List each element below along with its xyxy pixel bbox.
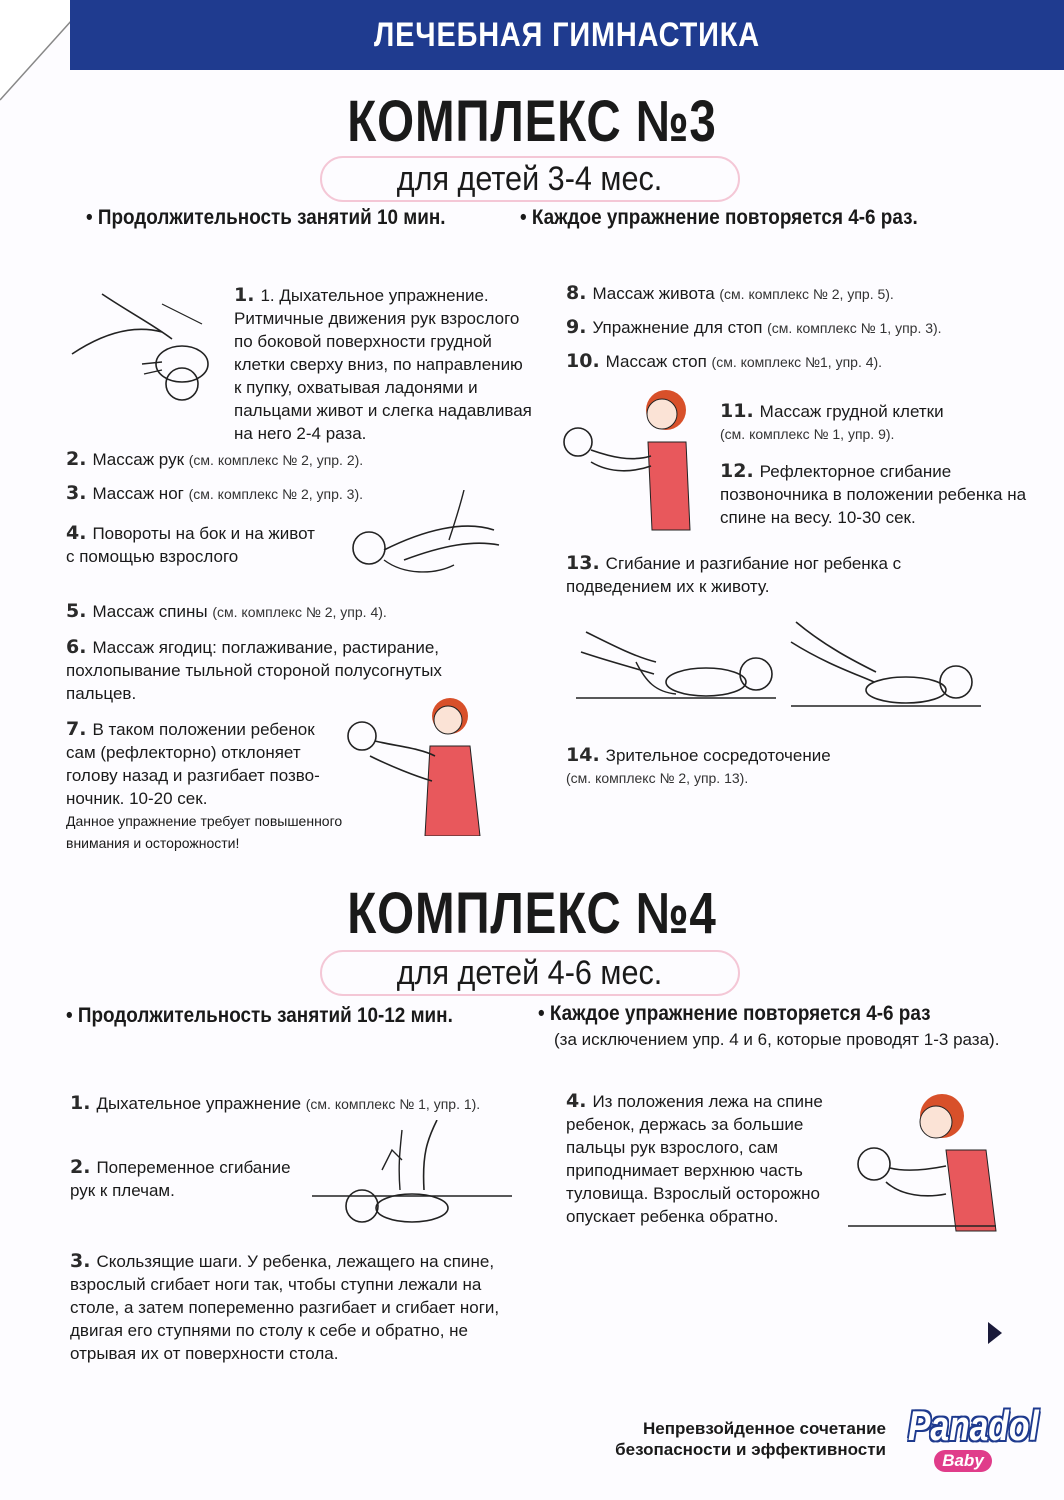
footer-line2: безопасности и эффективности xyxy=(615,1440,886,1459)
complex3-duration: • Продолжительность занятий 10 мин. xyxy=(86,206,446,229)
illustration-ex4 xyxy=(344,490,504,590)
c3-ex3-text: Массаж ног xyxy=(92,484,184,503)
footer-slogan xyxy=(600,1418,886,1460)
c3-ex12 xyxy=(720,460,1040,529)
c4-ex4-text: Из положения лежа на спине ребенок, держась за большие пальцы рук взрослого, сам приподнимает верхнюю часть туловища. Взрослый осторожно опускает ребенка обратно. xyxy=(566,1092,823,1226)
c3-ex2-ref: (см. комплекс № 2, упр. 2). xyxy=(188,452,364,468)
c3-ex8-num: 8. xyxy=(566,282,587,304)
c3-ex11-num: 11. xyxy=(720,400,754,422)
c3-ex3-ref: (см. комплекс № 2, упр. 3). xyxy=(188,486,364,502)
c3-ex12-text: Рефлекторное сгибание позвоночника в положении ребенка на спине на весу. 10-30 сек. xyxy=(720,462,1027,527)
c3-ex4 xyxy=(66,522,326,568)
c3-ex10-ref: (см. комплекс №1, упр. 4). xyxy=(711,354,883,370)
c3-ex6-text: Массаж ягодиц: поглаживание, растирание, похлопывание тыльной стороной полусогнутых пальцев. xyxy=(66,638,442,703)
complex3-repeat: • Каждое упражнение повторяется 4-6 раз. xyxy=(520,206,918,229)
complex4-repeat-note: (за исключением упр. 4 и 6, которые проводят 1-3 раза). xyxy=(554,1030,1000,1049)
c4-ex1 xyxy=(70,1092,550,1116)
c3-ex2-num: 2. xyxy=(66,448,87,470)
c3-ex8-ref: (см. комплекс № 2, упр. 5). xyxy=(719,286,894,302)
c4-ex2-num: 2. xyxy=(70,1156,91,1178)
c3-ex7-text: В таком положении ребенок сам (рефлекторно) отклоняет голову назад и разгибает позвоночник. 10-20 сек. xyxy=(66,720,320,808)
c4-ex3 xyxy=(70,1250,530,1365)
complex4-title: КОМПЛЕКС №4 xyxy=(347,881,717,946)
c3-ex13 xyxy=(566,552,966,598)
c3-ex11-text: Массаж грудной клетки xyxy=(759,402,944,421)
complex4-duration: • Продолжительность занятий 10-12 мин. xyxy=(66,1004,453,1027)
complex4-repeat: • Каждое упражнение повторяется 4-6 раз xyxy=(538,1002,931,1025)
c3-ex8 xyxy=(566,282,1046,306)
c3-ex11-ref: (см. комплекс № 1, упр. 9). xyxy=(720,426,895,442)
c3-ex6-num: 6. xyxy=(66,636,87,658)
c3-ex9-text: Упражнение для стоп xyxy=(592,318,763,337)
c3-ex1-text: 1. Дыхательное упражнение. Ритмичные движения рук взрослого по боковой поверхности грудной клетки сверху вниз, по направлению к пупку, охватывая ладонями и пальцами живот и слегка надавливая на него 2-4 раза. xyxy=(234,286,532,443)
illustration-ex13 xyxy=(576,612,986,722)
c3-ex1-num: 1. xyxy=(234,284,255,306)
c4-ex3-text: Скользящие шаги. У ребенка, лежащего на спине, взрослый сгибает ноги так, чтобы ступни лежали на столе, а затем попеременно разгибает и сгибает ноги, двигая его ступнями по столу к себе и обратно, не отрывая их от поверхности стола. xyxy=(70,1252,500,1363)
complex3-subtitle-pill xyxy=(320,156,740,202)
c3-ex9-ref: (см. комплекс № 1, упр. 3). xyxy=(767,320,942,336)
c4-ex2-text: Попеременное сгибание рук к плечам. xyxy=(70,1158,291,1200)
c3-ex10-num: 10. xyxy=(566,350,600,372)
c3-ex12-num: 12. xyxy=(720,460,754,482)
panadol-baby-logo xyxy=(900,1400,1040,1480)
header-title: ЛЕЧЕБНАЯ ГИМНАСТИКА xyxy=(374,15,760,54)
complex4-subtitle: для детей 4-6 мес. xyxy=(397,953,663,992)
c3-ex9-num: 9. xyxy=(566,316,587,338)
c3-ex10-text: Массаж стоп xyxy=(605,352,707,371)
logo-word: Panadol xyxy=(908,1402,1039,1449)
illustration-ex1 xyxy=(62,284,232,414)
c3-ex14 xyxy=(566,744,966,790)
c3-ex13-num: 13. xyxy=(566,552,600,574)
footer-line1: Непревзойденное сочетание xyxy=(643,1419,886,1438)
c3-ex9 xyxy=(566,316,1046,340)
c4-ex1-ref: (см. комплекс № 1, упр. 1). xyxy=(305,1096,481,1112)
next-page-arrow-icon[interactable] xyxy=(988,1322,1002,1344)
illustration-c4-ex4 xyxy=(846,1086,1006,1236)
c3-ex3-num: 3. xyxy=(66,482,87,504)
c3-ex5-text: Массаж спины xyxy=(92,602,208,621)
c3-ex2 xyxy=(66,448,506,472)
c3-ex1 xyxy=(234,284,534,445)
c3-ex7 xyxy=(66,718,348,854)
c3-ex13-text: Сгибание и разгибание ног ребенка с подведением их к животу. xyxy=(566,554,902,596)
c3-ex5-ref: (см. комплекс № 2, упр. 4). xyxy=(212,604,387,620)
complex3-title: КОМПЛЕКС №3 xyxy=(347,89,717,154)
c4-ex4-num: 4. xyxy=(566,1090,587,1112)
c3-ex14-num: 14. xyxy=(566,744,600,766)
c3-ex2-text: Массаж рук xyxy=(92,450,185,469)
c4-ex4 xyxy=(566,1090,846,1228)
c3-ex7-num: 7. xyxy=(66,718,87,740)
c3-ex7-warning: Данное упражнение требует повышенного внимания и осторожности! xyxy=(66,813,343,851)
c4-ex2 xyxy=(70,1156,320,1202)
c3-ex14-ref: (см. комплекс № 2, упр. 13). xyxy=(566,770,749,786)
complex3-subtitle: для детей 3-4 мес. xyxy=(397,159,663,198)
c3-ex14-text: Зрительное сосредоточение xyxy=(605,746,831,765)
c3-ex8-text: Массаж живота xyxy=(592,284,715,303)
logo-sub: Baby xyxy=(934,1450,992,1472)
c3-ex11 xyxy=(720,400,1040,446)
c3-ex5-num: 5. xyxy=(66,600,87,622)
illustration-c4-ex2 xyxy=(312,1120,512,1230)
c4-ex1-text: Дыхательное упражнение xyxy=(96,1094,302,1113)
complex4-subtitle-pill xyxy=(320,950,740,996)
illustration-ex11 xyxy=(556,382,706,532)
illustration-ex7 xyxy=(340,686,500,836)
header-banner xyxy=(70,0,1064,70)
c3-ex5 xyxy=(66,600,506,624)
c3-ex4-text: Повороты на бок и на живот с помощью взрослого xyxy=(66,524,315,566)
c4-ex1-num: 1. xyxy=(70,1092,91,1114)
c3-ex10 xyxy=(566,350,1046,374)
c3-ex4-num: 4. xyxy=(66,522,87,544)
c4-ex3-num: 3. xyxy=(70,1250,91,1272)
